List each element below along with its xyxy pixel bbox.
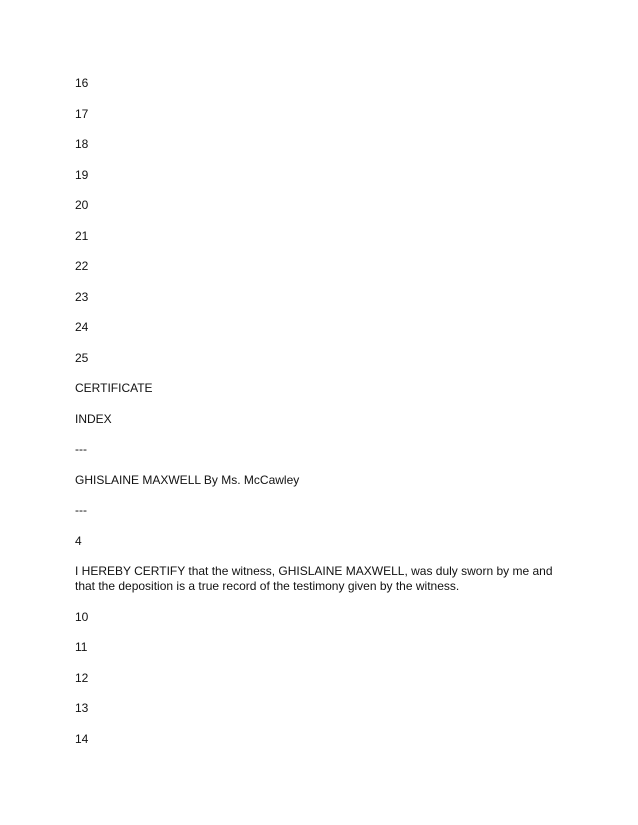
line-number: 17 <box>75 107 89 121</box>
page-reference: 4 <box>75 534 82 548</box>
line-number: 12 <box>75 671 89 685</box>
line-number: 21 <box>75 229 89 243</box>
separator: --- <box>75 442 87 456</box>
index-heading: INDEX <box>75 412 112 426</box>
separator: --- <box>75 503 87 517</box>
line-number: 13 <box>75 701 89 715</box>
certificate-heading: CERTIFICATE <box>75 381 153 395</box>
line-number: 11 <box>75 640 88 654</box>
line-number: 18 <box>75 137 89 151</box>
line-number: 14 <box>75 732 89 746</box>
line-number: 25 <box>75 351 89 365</box>
line-number: 19 <box>75 168 89 182</box>
line-number: 22 <box>75 259 89 273</box>
certification-paragraph: I HEREBY CERTIFY that the witness, GHISLAINE MAXWELL, was duly sworn by me and that the deposition is a true record of the testimony given by the witness. <box>75 564 553 593</box>
line-number: 24 <box>75 320 89 334</box>
examination-entry: GHISLAINE MAXWELL By Ms. McCawley <box>75 473 300 487</box>
line-number: 23 <box>75 290 89 304</box>
line-number: 20 <box>75 198 89 212</box>
line-number: 16 <box>75 76 89 90</box>
line-number: 10 <box>75 610 89 624</box>
